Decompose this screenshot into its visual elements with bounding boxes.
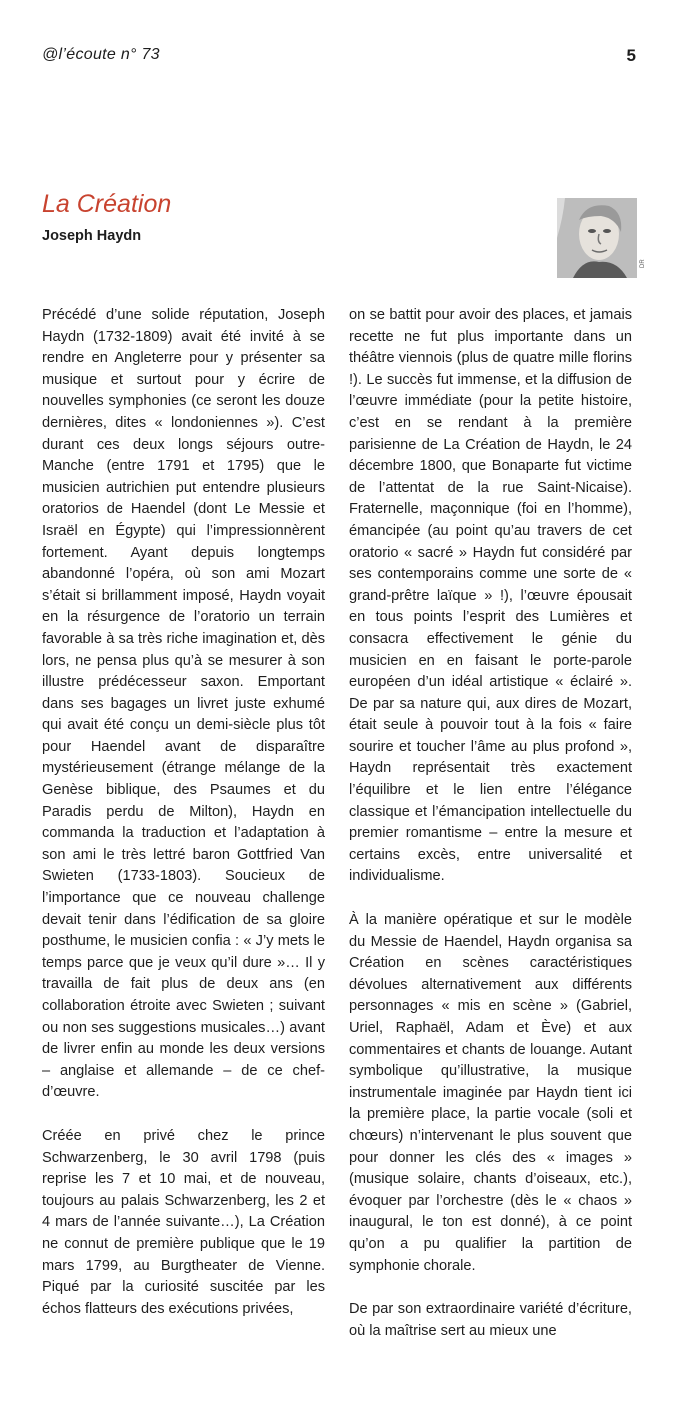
publication-header: @l’écoute n° 73 bbox=[42, 46, 160, 63]
paragraph: Précédé d’une solide réputation, Joseph Haydn (1732-1809) avait été invité à se rendre en Angleterre pour y présenter sa musique et surtout pour y écrire de nouvelles symphonies (ce seront les douze dernières, dites « londoniennes »). C’est durant ces deux longs séjours outre-Manche (entre 1791 et 1795) que le musicien autrichien put entendre plusieurs oratorios de Haendel (dont Le Messie et Israël en Égypte) qui l’impressionnèrent fortement. Ayant depuis longtemps abandonné l’opéra, où son ami Mozart s’était si brillamment imposé, Haydn voyait en la résurgence de l’oratorio un terrain favorable à sa très riche imagination et, dès lors, ne pensa plus qu’à se mesurer à son illustre prédécesseur saxon. Emportant dans ses bagages un livret juste exhumé qui avait été conçu un demi-siècle plus tôt pour Haendel avant de disparaître mystérieusement (étrange mélange de la Genèse biblique, des Psaumes et du Paradis perdu de Milton), Haydn en commanda la traduction et l’adaptation à son ami le très lettré baron Gottfried Van Swieten (1733-1803). Soucieux de l’importance que ce nouveau challenge devait tenir dans l’édification de sa gloire posthume, le musicien confia : « J’y mets le temps parce que je veux qu’il dure »… Il y travailla de fait plus de deux ans (en collaboration étroite avec Swieten ; suivant ou non ses suggestions musicales…) avant de livrer enfin au monde les deux versions – anglaise et allemande – de ce chef-d’œuvre. bbox=[42, 307, 325, 1101]
portrait-image bbox=[557, 198, 637, 278]
paragraph: De par son extraordinaire variété d’écriture, où la maîtrise sert au mieux une bbox=[349, 1301, 632, 1339]
page-number: 5 bbox=[626, 46, 636, 65]
paragraph: on se battit pour avoir des places, et jamais recette ne fut plus importante dans un théâtre viennois (plus de quatre mille florins !). Le succès fut immense, et la diffusion de l’œuvre immédiate (pour la petite histoire, c’est en se rendant à la première parisienne de La Création de Haydn, le 24 décembre 1800, que Bonaparte fut victime de l’attentat de la rue Saint-Nicaise). Fraternelle, maçonnique (foi en l’homme), émancipée (au point qu’au travers de cet oratorio « sacré » Haydn fut considéré par ses contemporains comme une sorte de « grand-prêtre laïque » !), l’œuvre épousait en tous points l’esprit des Lumières et consacra effectivement le génie du musicien en en faisant le porte-parole européen d’un idéal artistique « éclairé ». De par sa nature qui, aux dires de Mozart, était seule à pouvoir tout à la fois « faire sourire et toucher l’âme au plus profond », Haydn représentait très exactement l’équilibre et le lien entre l’élégance classique et l’émancipation intellectuelle du premier romantisme – entre la mesure et certains excès, entre universalité et individualisme. bbox=[349, 307, 632, 885]
article-title: La Création bbox=[42, 190, 172, 218]
paragraph: À la manière opératique et sur le modèle du Messie de Haendel, Haydn organisa sa Création en scènes caractéristiques dévolues alternativement aux différents personnages « mis en scène » (Gabriel, Uriel, Raphaël, Adam et Ève) et aux commentaires et chants de louange. Autant symbolique qu’illustrative, la musique instrumentale imaginée par Haydn tient ici la première place, la partie vocale (soli et chœurs) n’intervenant le plus souvent que pour donner les clés des « images » (musique solaire, chants d’oiseaux, etc.), évoquer par l’orchestre (dès le « chaos » inaugural, le ton est donné), à ce point qu’on a pu qualifier la partition de symphonie chorale. bbox=[349, 912, 632, 1274]
paragraph: Créée en privé chez le prince Schwarzenberg, le 30 avril 1798 (puis reprise les 7 et 10 mai, et de nouveau, toujours au palais Schwarzenberg, les 2 et 4 mars de l’année suivante…), La Création ne connut de première publique que le 19 mars 1799, au Burgtheater de Vienne. Piqué par la curiosité suscitée par les échos flatteurs des exécutions privées, bbox=[42, 1127, 325, 1317]
composer-name: Joseph Haydn bbox=[42, 228, 142, 244]
article-column-right bbox=[349, 305, 632, 1342]
composer-portrait bbox=[557, 198, 637, 278]
article-column-left bbox=[42, 305, 325, 1320]
photo-credit: DR bbox=[640, 259, 646, 268]
